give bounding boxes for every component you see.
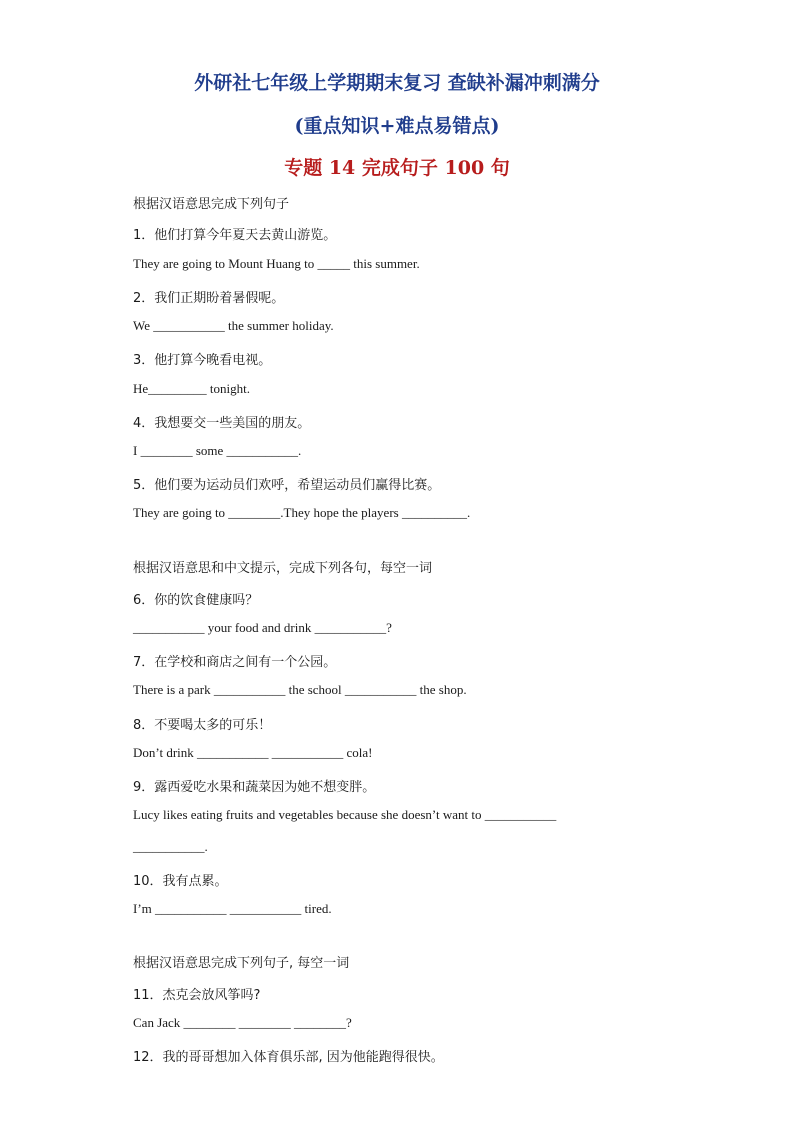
answer-line: There is a park ___________ the school ___________ the shop. [133, 682, 467, 697]
prompt-line: 2．我们正期盼着暑假呢。 [133, 291, 285, 306]
prompt-line: 8．不要喝太多的可乐！ [133, 718, 272, 733]
prompt-line: 根据汉语意思完成下列句子, 每空一词 [133, 956, 350, 971]
answer-line: They are going to ________.They hope the players __________. [133, 505, 471, 520]
prompt-line: 根据汉语意思完成下列句子 [133, 197, 290, 212]
document-subtitle: (重点知识+难点易错点) [294, 115, 500, 137]
document-title: 外研社七年级上学期期末复习 查缺补漏冲刺满分 [194, 72, 600, 94]
prompt-line: 11．杰克会放风筝吗? [133, 988, 261, 1003]
answer-line: Lucy likes eating fruits and vegetables because she doesn’t want to ___________ [133, 807, 557, 822]
prompt-line: 6．你的饮食健康吗？ [133, 593, 259, 608]
answer-line: Don’t drink ___________ ___________ cola! [133, 745, 373, 760]
section-title: 专题 14 完成句子 100 句 [284, 157, 510, 179]
prompt-line: 根据汉语意思和中文提示，完成下列各句，每空一词 [133, 561, 433, 576]
answer-line: They are going to Mount Huang to _____ this summer. [133, 256, 420, 271]
answer-line: I’m ___________ ___________ tired. [133, 901, 332, 916]
prompt-line: 5．他们要为运动员们欢呼，希望运动员们赢得比赛。 [133, 478, 441, 493]
answer-line: He_________ tonight. [133, 381, 250, 396]
prompt-line: 3．他打算今晚看电视。 [133, 353, 272, 368]
answer-line: We ___________ the summer holiday. [133, 318, 334, 333]
prompt-line: 4．我想要交一些美国的朋友。 [133, 416, 311, 431]
prompt-line: 1．他们打算今年夏天去黄山游览。 [133, 228, 337, 243]
prompt-line: 9．露西爱吃水果和蔬菜因为她不想变胖。 [133, 780, 376, 795]
prompt-line: 10．我有点累。 [133, 874, 228, 889]
answer-line: ___________. [133, 839, 208, 854]
prompt-line: 12．我的哥哥想加入体育俱乐部, 因为他能跑得很快。 [133, 1050, 444, 1065]
answer-line: Can Jack ________ ________ ________? [133, 1015, 352, 1030]
answer-line: I ________ some ___________. [133, 443, 302, 458]
prompt-line: 7．在学校和商店之间有一个公园。 [133, 655, 337, 670]
answer-line: ___________ your food and drink ___________? [133, 620, 392, 635]
